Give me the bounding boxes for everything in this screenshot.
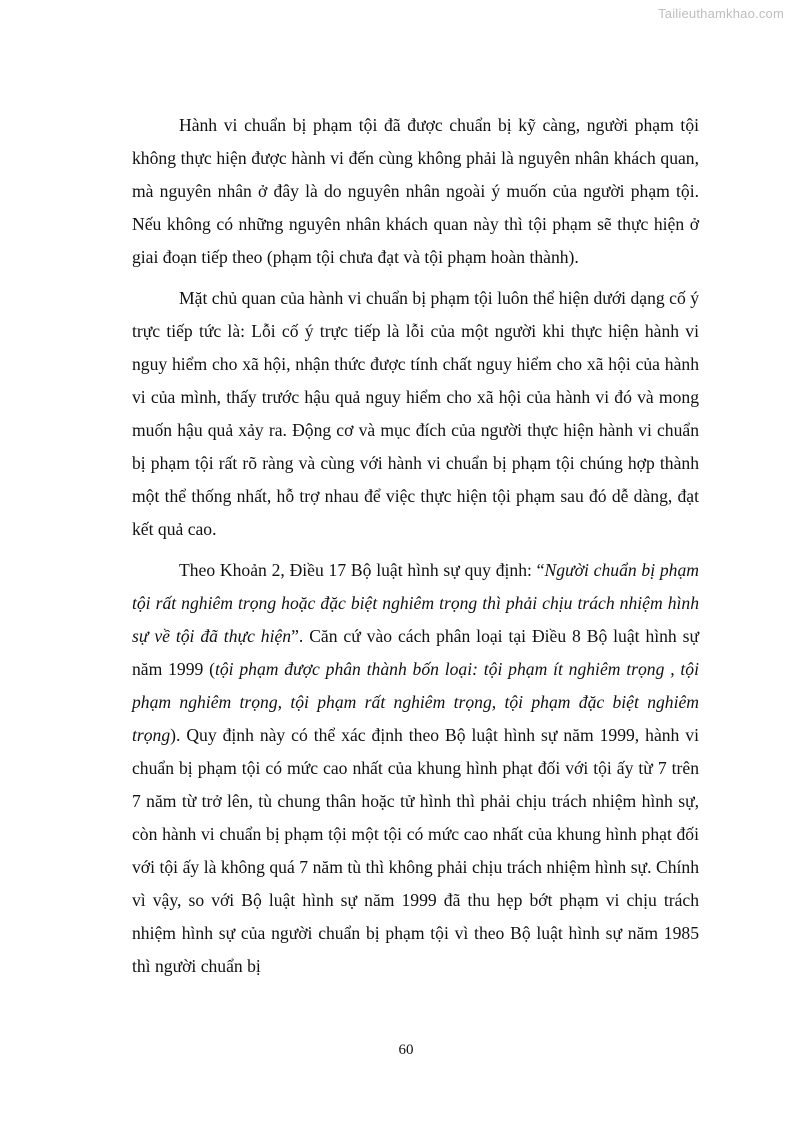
- paragraph-1: Hành vi chuẩn bị phạm tội đã được chuẩn bị kỹ càng, người phạm tội không thực hiện được hành vi đến cùng không phải là nguyên nhân khách quan, mà nguyên nhân ở đây là do nguyên nhân ngoài ý muốn của người phạm tội. Nếu không có những nguyên nhân khách quan này thì tội phạm sẽ thực hiện ở giai đoạn tiếp theo (phạm tội chưa đạt và tội phạm hoàn thành).: [132, 115, 699, 267]
- document-body: [132, 109, 699, 983]
- paragraph-3-text: Theo Khoản 2, Điều 17 Bộ luật hình sự quy định: “: [179, 560, 545, 580]
- paragraph-2: Mặt chủ quan của hành vi chuẩn bị phạm tội luôn thể hiện dưới dạng cố ý trực tiếp tức là: Lỗi cố ý trực tiếp là lỗi của một người khi thực hiện hành vi nguy hiểm cho xã hội, nhận thức được tính chất nguy hiểm cho xã hội của hành vi của mình, thấy trước hậu quả nguy hiểm cho xã hội của hành vi đó và mong muốn hậu quả xảy ra. Động cơ và mục đích của người thực hiện hành vi chuẩn bị phạm tội rất rõ ràng và cùng với hành vi chuẩn bị phạm tội chúng hợp thành một thể thống nhất, hỗ trợ nhau để việc thực hiện tội phạm sau đó dễ dàng, đạt kết quả cao.: [132, 288, 699, 539]
- crime-classification: tội phạm được phân thành bốn loại: tội phạm ít nghiêm trọng , tội phạm nghiêm trọng, tội phạm rất nghiêm trọng, tội phạm đặc biệt nghiêm trọng: [132, 659, 699, 745]
- quoted-provision: Người chuẩn bị phạm tội rất nghiêm trọng hoặc đặc biệt nghiêm trọng thì phải chịu trách nhiệm hình sự về tội đã thực hiện: [132, 560, 699, 646]
- watermark: Tailieuthamkhao.com: [658, 6, 784, 21]
- page-number: 60: [398, 1042, 414, 1058]
- paragraph-3-text: ). Quy định này có thể xác định theo Bộ luật hình sự năm 1999, hành vi chuẩn bị phạm tội có mức cao nhất của khung hình phạt đối với tội ấy từ 7 trên 7 năm từ trở lên, tù chung thân hoặc tử hình thì phải chịu trách nhiệm hình sự, còn hành vi chuẩn bị phạm tội một tội có mức cao nhất của khung hình phạt đối với tội ấy là không quá 7 năm tù thì không phải chịu trách nhiệm hình sự. Chính vì vậy, so với Bộ luật hình sự năm 1999 đã thu hẹp bớt phạm vi chịu trách nhiệm hình sự của người chuẩn bị phạm tội vì theo Bộ luật hình sự năm 1985 thì người chuẩn bị: [132, 725, 699, 976]
- paragraph-3-text: ”. Căn cứ vào cách phân loại tại Điều 8 Bộ luật hình sự năm 1999 (: [132, 626, 699, 679]
- paragraph-3: [132, 554, 699, 983]
